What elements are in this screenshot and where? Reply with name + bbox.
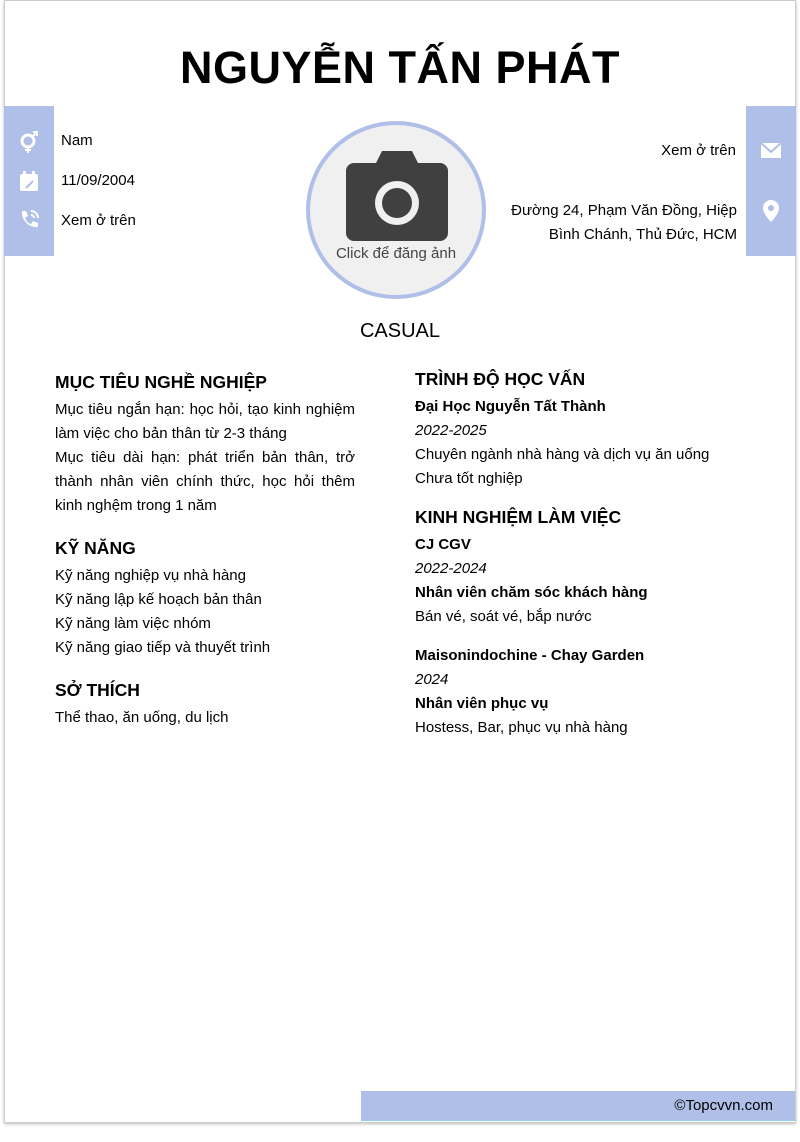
location-icon	[759, 199, 783, 223]
job-role: Nhân viên phục vụ	[415, 695, 549, 712]
education-period: 2022-2025	[415, 422, 487, 439]
objective-heading: MỤC TIÊU NGHỀ NGHIỆP	[55, 372, 267, 392]
gender-icon	[17, 130, 41, 154]
education-status: Chưa tốt nghiệp	[415, 470, 523, 487]
job-company: Maisonindochine - Chay Garden	[415, 647, 645, 664]
job-role: Nhân viên chăm sóc khách hàng	[415, 584, 648, 601]
position-title: CASUAL	[359, 320, 441, 342]
camera-icon	[346, 151, 448, 241]
phone-icon	[17, 208, 41, 232]
phone-value: Xem ở trên	[61, 212, 136, 229]
education-major: Chuyên ngành nhà hàng và dịch vụ ăn uống	[415, 446, 710, 463]
right-contact-band	[746, 106, 796, 256]
photo-caption: Click để đăng ảnh	[335, 245, 457, 262]
skill-item: Kỹ năng lập kế hoạch bản thân	[55, 591, 262, 608]
job-period: 2024	[415, 671, 449, 688]
dob-value: 11/09/2004	[61, 172, 135, 189]
email-value: Xem ở trên	[661, 142, 736, 159]
gender-value: Nam	[61, 132, 93, 149]
job-description: Hostess, Bar, phục vụ nhà hàng	[415, 719, 628, 736]
skill-item: Kỹ năng nghiệp vụ nhà hàng	[55, 567, 246, 584]
experience-heading: KINH NGHIỆM LÀM VIỆC	[415, 507, 622, 527]
objective-short: Mục tiêu ngắn hạn: học hỏi, tạo kinh nghiệm làm việc cho bản thân từ 2-3 tháng	[55, 401, 355, 442]
job-company: CJ CGV	[415, 536, 471, 553]
skill-item: Kỹ năng giao tiếp và thuyết trình	[55, 639, 271, 656]
footer-credit: ©Topcvvn.com	[361, 1091, 795, 1121]
left-column	[55, 370, 355, 730]
education-heading: TRÌNH ĐỘ HỌC VẤN	[415, 369, 586, 389]
email-icon	[759, 138, 783, 162]
photo-upload[interactable]	[306, 121, 486, 299]
skills-heading: KỸ NĂNG	[55, 538, 136, 558]
calendar-icon	[17, 169, 41, 193]
hobbies-heading: SỞ THÍCH	[55, 680, 140, 700]
candidate-name: NGUYỄN TẤN PHÁT	[179, 42, 620, 93]
skill-item: Kỹ năng làm việc nhóm	[55, 615, 211, 632]
objective-long: Mục tiêu dài hạn: phát triển bản thân, trở thành nhân viên chính thức, học hỏi thêm kinh nghệm trong 1 năm	[55, 449, 355, 514]
address-line-2: Bình Chánh, Thủ Đức, HCM	[548, 226, 737, 243]
left-contact-band	[4, 106, 54, 256]
address-line-1: Đường 24, Phạm Văn Đồng, Hiệp	[511, 202, 737, 219]
address-value	[511, 199, 737, 247]
right-column	[415, 367, 715, 740]
job-description: Bán vé, soát vé, bắp nước	[415, 608, 592, 625]
hobbies-text: Thể thao, ăn uống, du lịch	[55, 709, 229, 726]
school-name: Đại Học Nguyễn Tất Thành	[415, 398, 606, 415]
job-period: 2022-2024	[415, 560, 487, 577]
